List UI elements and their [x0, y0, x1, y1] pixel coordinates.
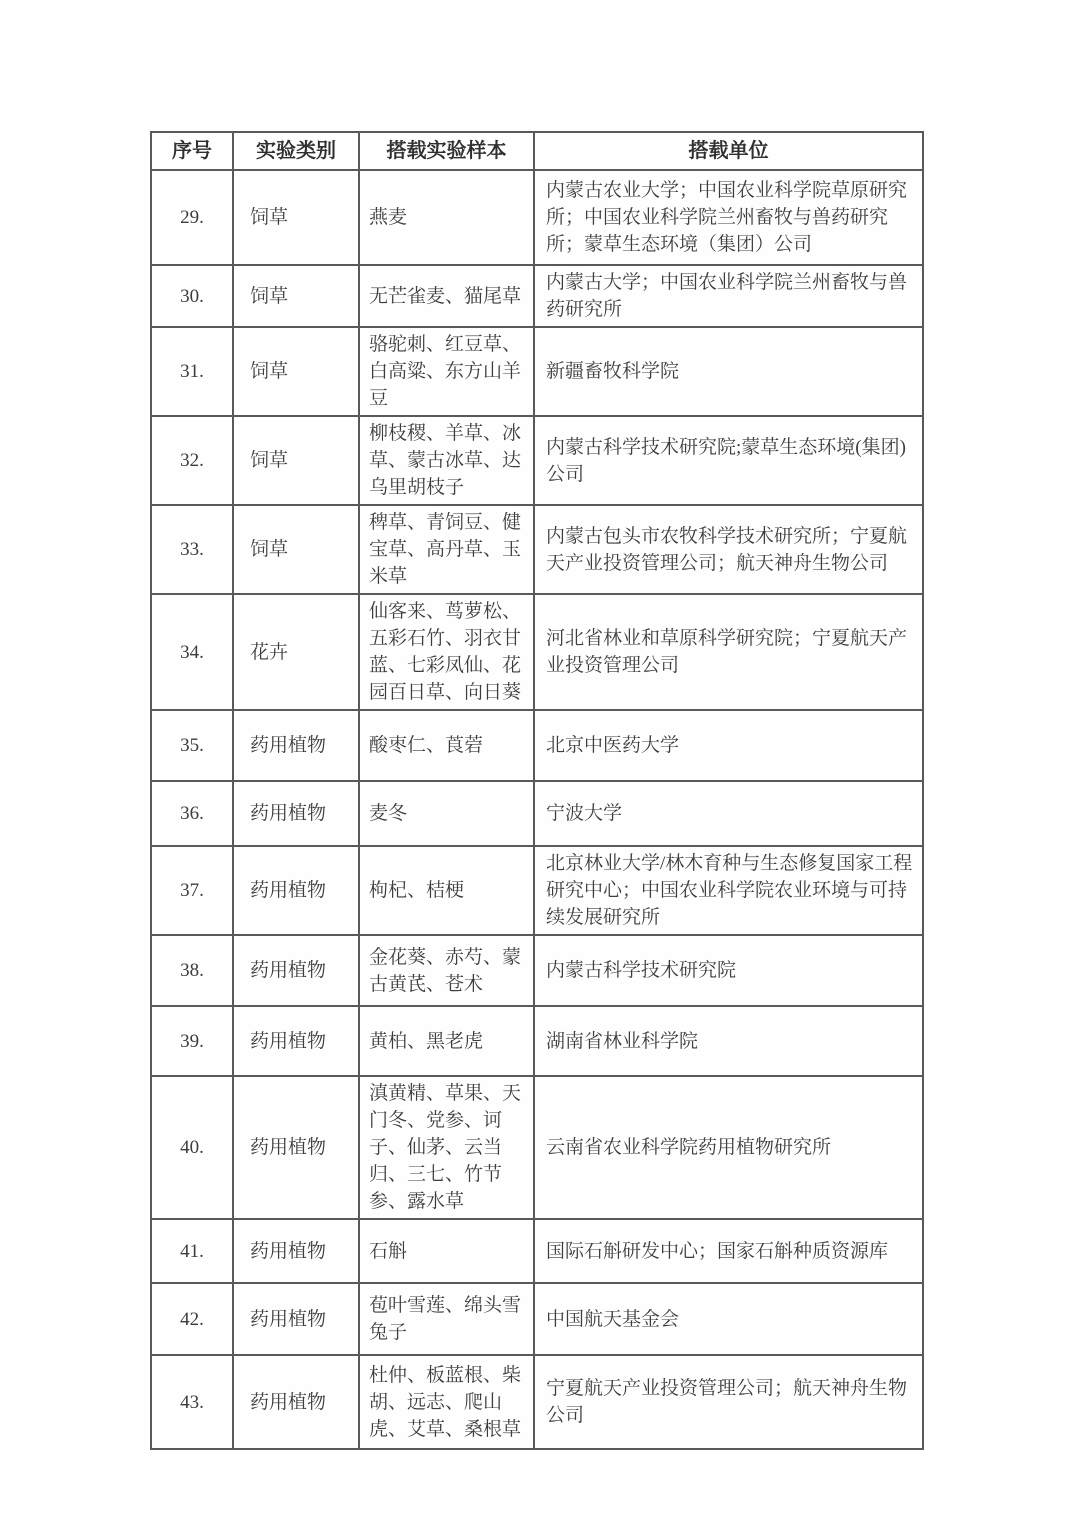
cell-samples: 黄柏、黑老虎	[359, 1006, 534, 1076]
cell-units: 国际石斛研发中心；国家石斛种质资源库	[534, 1219, 923, 1283]
cell-samples: 麦冬	[359, 781, 534, 846]
cell-category: 药用植物	[233, 1283, 359, 1355]
column-header-no: 序号	[151, 132, 233, 170]
cell-units: 内蒙古包头市农牧科学技术研究所；宁夏航天产业投资管理公司；航天神舟生物公司	[534, 505, 923, 594]
cell-samples: 杜仲、板蓝根、柴胡、远志、爬山虎、艾草、桑根草	[359, 1355, 534, 1449]
cell-units: 云南省农业科学院药用植物研究所	[534, 1076, 923, 1219]
cell-no: 39.	[151, 1006, 233, 1076]
payload-table	[150, 131, 924, 1450]
cell-category: 药用植物	[233, 1355, 359, 1449]
cell-no: 29.	[151, 170, 233, 265]
cell-category: 药用植物	[233, 781, 359, 846]
cell-samples: 枸杞、桔梗	[359, 846, 534, 935]
cell-units: 内蒙古科学技术研究院;蒙草生态环境(集团)公司	[534, 416, 923, 505]
cell-samples: 滇黄精、草果、天门冬、党参、诃子、仙茅、云当归、三七、竹节参、露水草	[359, 1076, 534, 1219]
cell-units: 内蒙古大学；中国农业科学院兰州畜牧与兽药研究所	[534, 265, 923, 327]
table-row	[151, 594, 923, 710]
cell-units: 湖南省林业科学院	[534, 1006, 923, 1076]
cell-samples: 柳枝稷、羊草、冰草、蒙古冰草、达乌里胡枝子	[359, 416, 534, 505]
cell-samples: 金花葵、赤芍、蒙古黄芪、苍术	[359, 935, 534, 1006]
cell-category: 药用植物	[233, 1006, 359, 1076]
table-row	[151, 327, 923, 416]
cell-samples: 仙客来、茑萝松、五彩石竹、羽衣甘蓝、七彩凤仙、花园百日草、向日葵	[359, 594, 534, 710]
table-row	[151, 170, 923, 265]
table-row	[151, 846, 923, 935]
cell-no: 41.	[151, 1219, 233, 1283]
cell-units: 北京中医药大学	[534, 710, 923, 781]
table-row	[151, 1219, 923, 1283]
cell-samples: 苞叶雪莲、绵头雪兔子	[359, 1283, 534, 1355]
column-header-units: 搭载单位	[534, 132, 923, 170]
cell-no: 42.	[151, 1283, 233, 1355]
table-row	[151, 781, 923, 846]
cell-no: 38.	[151, 935, 233, 1006]
cell-no: 35.	[151, 710, 233, 781]
cell-category: 药用植物	[233, 1219, 359, 1283]
cell-samples: 无芒雀麦、猫尾草	[359, 265, 534, 327]
cell-category: 饲草	[233, 265, 359, 327]
cell-samples: 酸枣仁、莨菪	[359, 710, 534, 781]
cell-no: 40.	[151, 1076, 233, 1219]
cell-units: 内蒙古农业大学；中国农业科学院草原研究所；中国农业科学院兰州畜牧与兽药研究所；蒙草生态环境（集团）公司	[534, 170, 923, 265]
table-row	[151, 505, 923, 594]
cell-category: 药用植物	[233, 710, 359, 781]
cell-samples: 燕麦	[359, 170, 534, 265]
column-header-category: 实验类别	[233, 132, 359, 170]
cell-units: 宁夏航天产业投资管理公司；航天神舟生物公司	[534, 1355, 923, 1449]
cell-units: 新疆畜牧科学院	[534, 327, 923, 416]
table-row	[151, 935, 923, 1006]
cell-no: 31.	[151, 327, 233, 416]
table-row	[151, 1076, 923, 1219]
cell-no: 32.	[151, 416, 233, 505]
cell-category: 花卉	[233, 594, 359, 710]
cell-category: 饲草	[233, 327, 359, 416]
cell-category: 饲草	[233, 416, 359, 505]
table-row	[151, 265, 923, 327]
cell-category: 饲草	[233, 505, 359, 594]
cell-samples: 石斛	[359, 1219, 534, 1283]
table-row	[151, 1283, 923, 1355]
header-row	[151, 132, 923, 170]
cell-units: 宁波大学	[534, 781, 923, 846]
cell-samples: 骆驼刺、红豆草、白高粱、东方山羊豆	[359, 327, 534, 416]
cell-no: 34.	[151, 594, 233, 710]
cell-units: 中国航天基金会	[534, 1283, 923, 1355]
cell-category: 饲草	[233, 170, 359, 265]
cell-category: 药用植物	[233, 935, 359, 1006]
cell-no: 37.	[151, 846, 233, 935]
table-row	[151, 416, 923, 505]
cell-category: 药用植物	[233, 1076, 359, 1219]
cell-no: 30.	[151, 265, 233, 327]
column-header-samples: 搭载实验样本	[359, 132, 534, 170]
cell-category: 药用植物	[233, 846, 359, 935]
cell-units: 北京林业大学/林木育种与生态修复国家工程研究中心；中国农业科学院农业环境与可持续发展研究所	[534, 846, 923, 935]
cell-no: 36.	[151, 781, 233, 846]
cell-samples: 稗草、青饲豆、健宝草、高丹草、玉米草	[359, 505, 534, 594]
table-row	[151, 1355, 923, 1449]
cell-no: 33.	[151, 505, 233, 594]
table-row	[151, 710, 923, 781]
cell-units: 河北省林业和草原科学研究院；宁夏航天产业投资管理公司	[534, 594, 923, 710]
cell-units: 内蒙古科学技术研究院	[534, 935, 923, 1006]
table-row	[151, 1006, 923, 1076]
cell-no: 43.	[151, 1355, 233, 1449]
